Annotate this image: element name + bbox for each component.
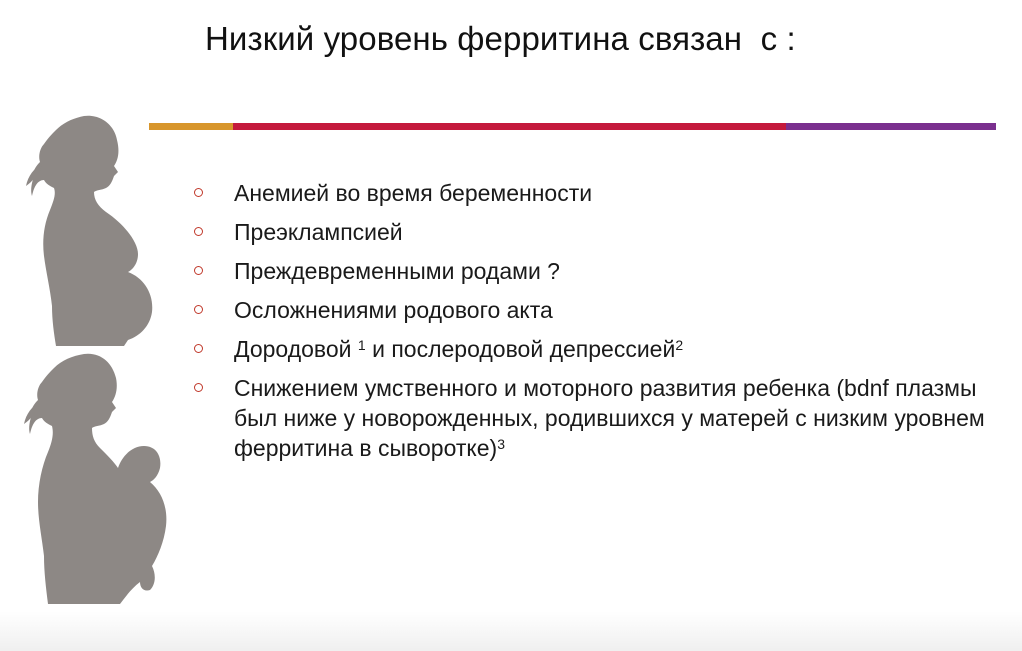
divider-bar [149,123,996,130]
footnote-ref: 3 [497,436,505,452]
bullet-text: Преждевременными родами ? [234,258,560,284]
bullet-text: и послеродовой депрессией [365,336,676,362]
pregnant-woman-silhouette-icon [14,112,164,346]
circle-bullet-icon [194,344,203,353]
footnote-ref: 2 [675,337,684,353]
bullet-text: Анемией во время беременности [234,180,593,206]
divider-segment-orange [149,123,233,130]
circle-bullet-icon [194,266,203,275]
circle-bullet-icon [194,188,203,197]
bullet-text: Осложнениями родового акта [234,297,553,323]
divider-segment-red [233,123,786,130]
list-item [194,334,994,364]
bullet-text: Дородовой [234,336,358,362]
page-title: Низкий уровень ферритина связан с : [205,20,796,57]
footnote-ref: 1 [357,337,366,353]
list-item [194,295,994,325]
slide-bottom-shadow [0,611,1022,651]
circle-bullet-icon [194,227,203,236]
list-item [194,217,994,247]
divider-segment-purple [786,123,996,130]
bullet-list [194,178,994,472]
list-item [194,178,994,208]
list-item [194,373,994,463]
list-item [194,256,994,286]
circle-bullet-icon [194,305,203,314]
bullet-text: Преэклампсией [234,219,403,245]
circle-bullet-icon [194,383,203,392]
bullet-text: Снижением умственного и моторного развития ребенка (bdnf плазмы был ниже у новорожденных, родившихся у матерей с низким уровнем ферритина в сыворотке) [234,375,985,461]
woman-with-baby-silhouette-icon [14,352,174,604]
